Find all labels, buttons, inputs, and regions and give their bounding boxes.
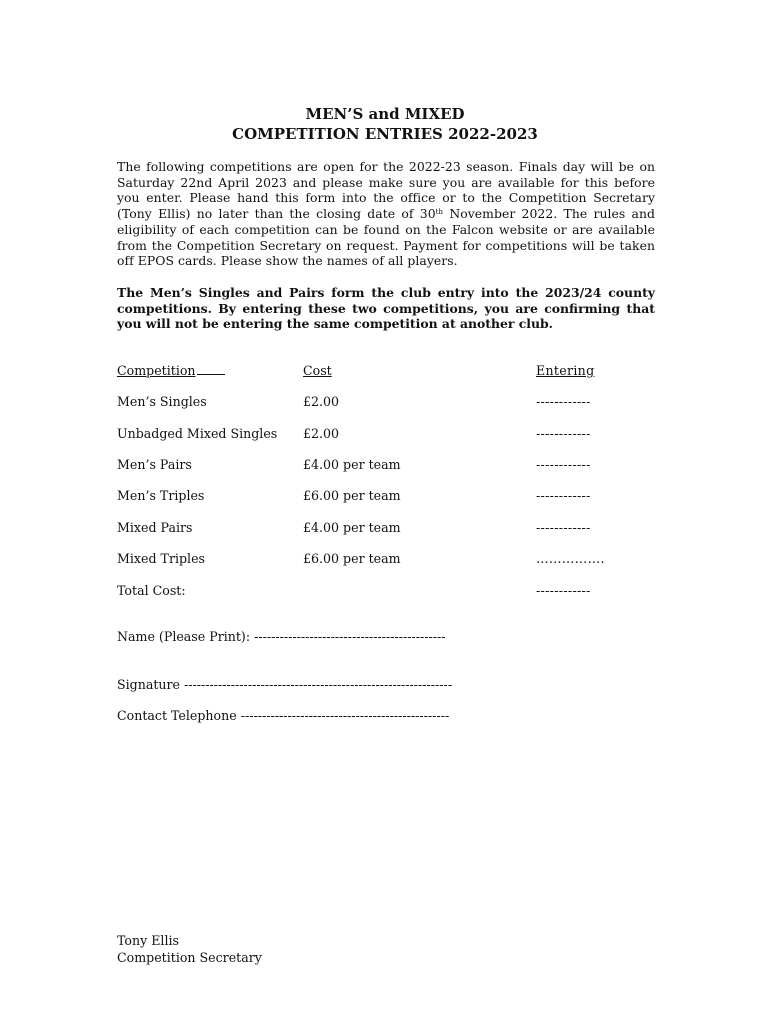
entering-field[interactable]: ------------ bbox=[536, 394, 591, 409]
telephone-field[interactable]: Contact Telephone ------------------------------------------------- bbox=[117, 708, 450, 723]
competition-cost: £6.00 per team bbox=[303, 551, 401, 566]
header-entering: Entering bbox=[536, 363, 595, 378]
county-entry-notice: The Men’s Singles and Pairs form the club entry into the 2023/24 county competitions. By entering these two competitions, you are confirming that you will not be entering the same competition at another club. bbox=[117, 285, 655, 332]
competition-name: Men’s Pairs bbox=[117, 457, 192, 472]
entering-field[interactable]: ------------ bbox=[536, 520, 591, 535]
table-row bbox=[117, 487, 657, 505]
competition-cost: £4.00 per team bbox=[303, 520, 401, 535]
competition-cost: £2.00 bbox=[303, 426, 340, 441]
competition-name: Men’s Triples bbox=[117, 488, 205, 503]
header-cost: Cost bbox=[303, 363, 332, 378]
total-cost-row bbox=[117, 582, 657, 600]
competition-cost: £6.00 per team bbox=[303, 488, 401, 503]
entering-field[interactable]: ------------ bbox=[536, 426, 591, 441]
document-title-line1: MEN’S and MIXED bbox=[305, 105, 465, 123]
document-title-line2: COMPETITION ENTRIES 2022-2023 bbox=[232, 125, 538, 143]
entering-field[interactable]: ……………. bbox=[536, 551, 605, 566]
header-competition bbox=[117, 362, 225, 380]
header-competition-label: Competition bbox=[117, 363, 196, 378]
intro-superscript: th bbox=[435, 208, 444, 217]
total-cost-label: Total Cost: bbox=[117, 583, 186, 598]
competition-name: Unbadged Mixed Singles bbox=[117, 426, 278, 441]
table-row bbox=[117, 425, 657, 443]
competition-name: Mixed Triples bbox=[117, 551, 205, 566]
entering-field[interactable]: ------------ bbox=[536, 488, 591, 503]
signature-field[interactable]: Signature --------------------------------------------------------------- bbox=[117, 677, 453, 692]
table-row bbox=[117, 393, 657, 411]
table-row bbox=[117, 519, 657, 537]
table-row bbox=[117, 550, 657, 568]
name-field[interactable]: Name (Please Print): --------------------------------------------- bbox=[117, 629, 446, 644]
competition-name: Mixed Pairs bbox=[117, 520, 193, 535]
competition-cost: £4.00 per team bbox=[303, 457, 401, 472]
competition-name: Men’s Singles bbox=[117, 394, 207, 409]
signoff-role: Competition Secretary bbox=[117, 950, 262, 965]
header-underline-pad bbox=[197, 362, 225, 375]
competition-cost: £2.00 bbox=[303, 394, 340, 409]
intro-text-part1: The following competitions are open for the 2022-23 season. Finals day will be on Saturday 22nd April 2023 and please make sure you are available for this before you enter. Please hand this form into the office or to the Competition Secretary (Tony Ellis) no later than the closing date of 30 bbox=[117, 159, 655, 222]
table-row bbox=[117, 456, 657, 474]
intro-paragraph bbox=[117, 159, 655, 269]
signoff-name: Tony Ellis bbox=[117, 933, 179, 948]
entering-field[interactable]: ------------ bbox=[536, 457, 591, 472]
intro-text-part2: November 2022. The rules and eligibility of each competition can be found on the Falcon website or are available from the Competition Secretary on request. Payment for competitions will be taken off EPOS cards. Please show the names of all players. bbox=[117, 206, 656, 269]
total-cost-field[interactable]: ------------ bbox=[536, 583, 591, 598]
table-header-row bbox=[117, 362, 657, 380]
